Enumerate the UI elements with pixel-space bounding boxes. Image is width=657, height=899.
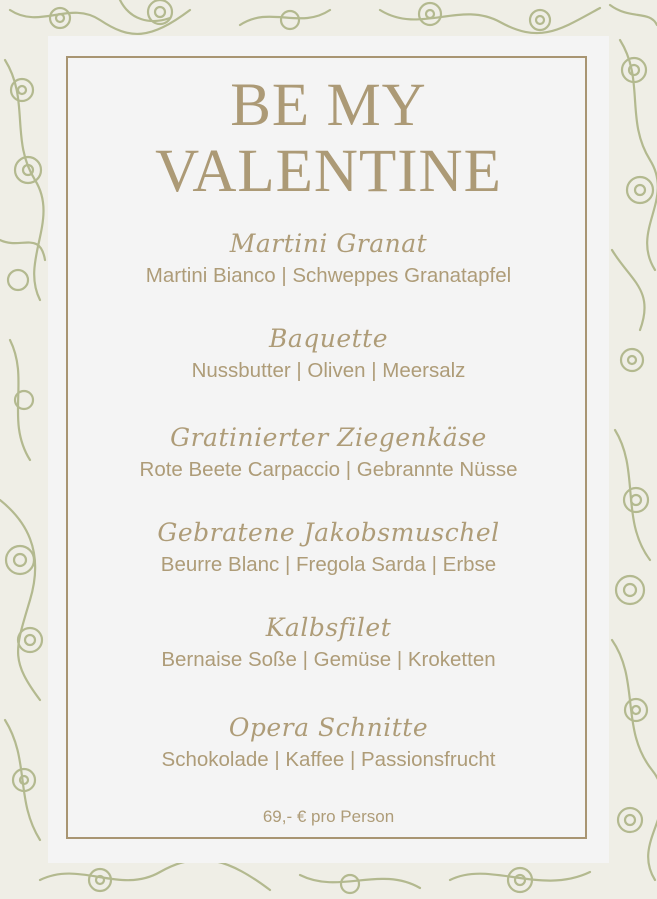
- course-item: [48, 518, 609, 579]
- course-item: [48, 713, 609, 774]
- price-text: 69,- € pro Person: [262, 807, 395, 826]
- title-line-1: BE MY: [230, 72, 427, 139]
- course-item: [48, 324, 609, 385]
- course-item: [48, 423, 609, 484]
- course-description: Rote Beete Carpaccio | Gebrannte Nüsse: [139, 458, 518, 481]
- course-name: Opera Schnitte: [228, 713, 429, 742]
- course-description: Bernaise Soße | Gemüse | Kroketten: [161, 648, 496, 671]
- course-description: Beurre Blanc | Fregola Sarda | Erbse: [160, 553, 497, 576]
- course-name: Baquette: [268, 324, 389, 353]
- course-description: Schokolade | Kaffee | Passionsfrucht: [161, 748, 496, 771]
- course-name: Martini Granat: [229, 229, 428, 258]
- menu-card: [48, 36, 609, 863]
- course-name: Gratinierter Ziegenkäse: [170, 423, 487, 452]
- course-description: Nussbutter | Oliven | Meersalz: [191, 359, 466, 382]
- title-line-2: VALENTINE: [155, 138, 502, 205]
- course-description: Martini Bianco | Schweppes Granatapfel: [145, 264, 512, 287]
- course-item: [48, 229, 609, 290]
- course-name: Kalbsfilet: [265, 613, 392, 642]
- course-name: Gebratene Jakobsmuschel: [157, 518, 500, 547]
- course-item: [48, 613, 609, 674]
